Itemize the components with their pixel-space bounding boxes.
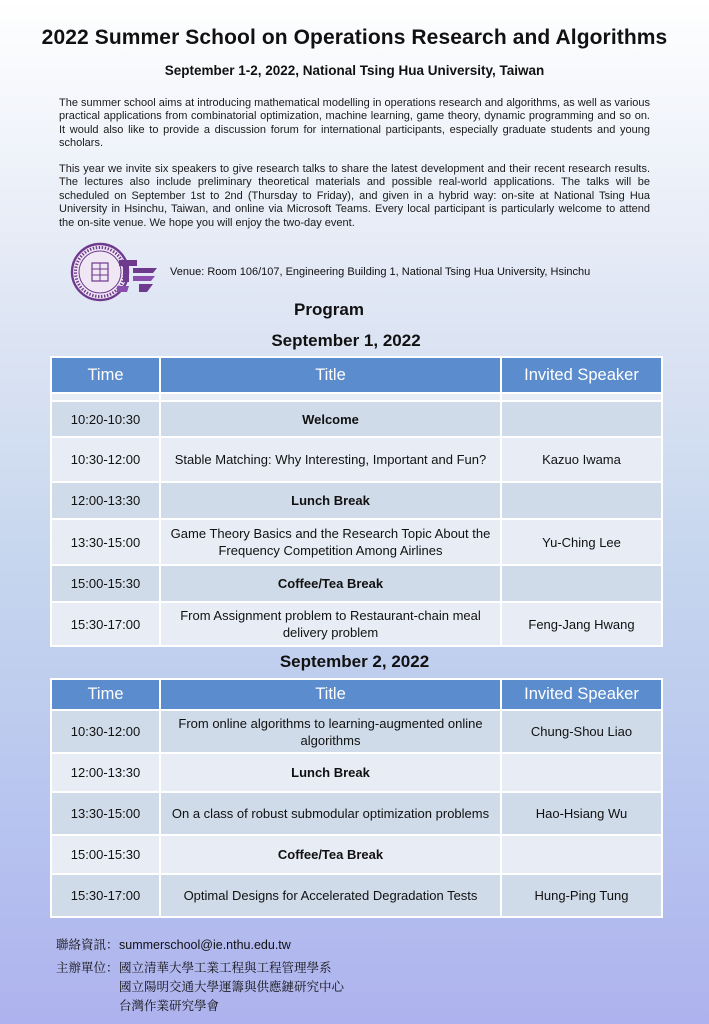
title-cell: From Assignment problem to Restaurant-chain meal delivery problem xyxy=(160,602,501,646)
speaker-cell: Feng-Jang Hwang xyxy=(501,602,662,646)
table-row xyxy=(51,437,662,482)
table-row xyxy=(51,710,662,753)
title-cell: Welcome xyxy=(160,401,501,437)
time-cell: 13:30-15:00 xyxy=(51,792,160,835)
title-cell: Optimal Designs for Accelerated Degradation Tests xyxy=(160,874,501,917)
organizer-item: 國立清華大學工業工程與工程管理學系 xyxy=(119,961,332,975)
day1-date-heading: September 1, 2022 xyxy=(271,331,421,350)
table-row xyxy=(51,835,662,874)
time-cell: 10:20-10:30 xyxy=(51,401,160,437)
organizer-item: 國立陽明交通大學運籌與供應鏈研究中心 xyxy=(119,980,345,994)
table-row xyxy=(51,401,662,437)
intro-paragraph-1: The summer school aims at introducing mathematical modelling in operations research and algorithms, as well as various practical applications from combinatorial optimization, machine learning, game theory, dynamic programming and so on. It would also like to provide a discussion forum for international participants, especially graduate students and young scholars. xyxy=(59,97,650,150)
speaker-cell xyxy=(501,565,662,602)
title-cell: Lunch Break xyxy=(160,753,501,792)
table-header-row xyxy=(51,357,662,393)
speaker-cell: Kazuo Iwama xyxy=(501,437,662,482)
nthu-ie-logo xyxy=(69,240,161,304)
table-spacer-row xyxy=(51,393,662,401)
speaker-cell: Yu-Ching Lee xyxy=(501,519,662,565)
column-header-time: Time xyxy=(51,679,160,710)
table-row xyxy=(51,519,662,565)
time-cell: 10:30-12:00 xyxy=(51,437,160,482)
day1-schedule-table xyxy=(50,356,663,647)
table-row xyxy=(51,565,662,602)
day2-date-heading: September 2, 2022 xyxy=(279,652,430,671)
poster-title: 2022 Summer School on Operations Research and Algorithms xyxy=(41,26,668,49)
time-cell: 15:00-15:30 xyxy=(51,565,160,602)
poster-subtitle: September 1-2, 2022, National Tsing Hua University, Taiwan xyxy=(164,63,545,78)
title-cell: On a class of robust submodular optimization problems xyxy=(160,792,501,835)
time-cell: 12:00-13:30 xyxy=(51,482,160,519)
table-row xyxy=(51,482,662,519)
title-cell: Stable Matching: Why Interesting, Important and Fun? xyxy=(160,437,501,482)
title-cell: Lunch Break xyxy=(160,482,501,519)
speaker-cell xyxy=(501,753,662,792)
column-header-speaker: Invited Speaker xyxy=(501,357,662,393)
table-row xyxy=(51,602,662,646)
time-cell: 12:00-13:30 xyxy=(51,753,160,792)
title-cell: Coffee/Tea Break xyxy=(160,835,501,874)
column-header-title: Title xyxy=(160,679,501,710)
title-cell: Coffee/Tea Break xyxy=(160,565,501,602)
speaker-cell: Chung-Shou Liao xyxy=(501,710,662,753)
speaker-cell: Hung-Ping Tung xyxy=(501,874,662,917)
table-row xyxy=(51,753,662,792)
intro-paragraph-2: This year we invite six speakers to give research talks to share the latest development and their recent research results. The lectures also include preliminary theoretical materials and possible real-world applications. The talks will be scheduled on September 1st to 2nd (Thursday to Friday), and given in a hybrid way: on-site at National Tsing Hua University in Hsinchu, Taiwan, and online via Microsoft Teams. Every local participant is particularly welcome to attend the on-site venue. We hope you will enjoy the two-day event. xyxy=(59,163,650,229)
day2-schedule-table xyxy=(50,678,663,918)
contact-label: 聯絡資訊： xyxy=(56,938,119,952)
title-cell: Game Theory Basics and the Research Topic About the Frequency Competition Among Airlines xyxy=(160,519,501,565)
column-header-time: Time xyxy=(51,357,160,393)
title-cell: From online algorithms to learning-augmented online algorithms xyxy=(160,710,501,753)
speaker-cell xyxy=(501,482,662,519)
contact-email-link[interactable]: summerschool@ie.nthu.edu.tw xyxy=(119,938,291,952)
time-cell: 15:30-17:00 xyxy=(51,874,160,917)
organizer-label: 主辦單位： xyxy=(56,961,119,975)
time-cell: 15:30-17:00 xyxy=(51,602,160,646)
venue-text: Venue: Room 106/107, Engineering Building 1, National Tsing Hua University, Hsinchu xyxy=(170,266,591,278)
speaker-cell xyxy=(501,401,662,437)
speaker-cell: Hao-Hsiang Wu xyxy=(501,792,662,835)
organizer-item: 台灣作業研究學會 xyxy=(119,999,220,1013)
contact-line xyxy=(56,935,291,953)
table-row xyxy=(51,874,662,917)
time-cell: 10:30-12:00 xyxy=(51,710,160,753)
time-cell: 15:00-15:30 xyxy=(51,835,160,874)
column-header-title: Title xyxy=(160,357,501,393)
program-heading: Program xyxy=(294,300,364,319)
table-header-row xyxy=(51,679,662,710)
speaker-cell xyxy=(501,835,662,874)
organizer-line xyxy=(56,958,332,976)
time-cell: 13:30-15:00 xyxy=(51,519,160,565)
column-header-speaker: Invited Speaker xyxy=(501,679,662,710)
table-row xyxy=(51,792,662,835)
